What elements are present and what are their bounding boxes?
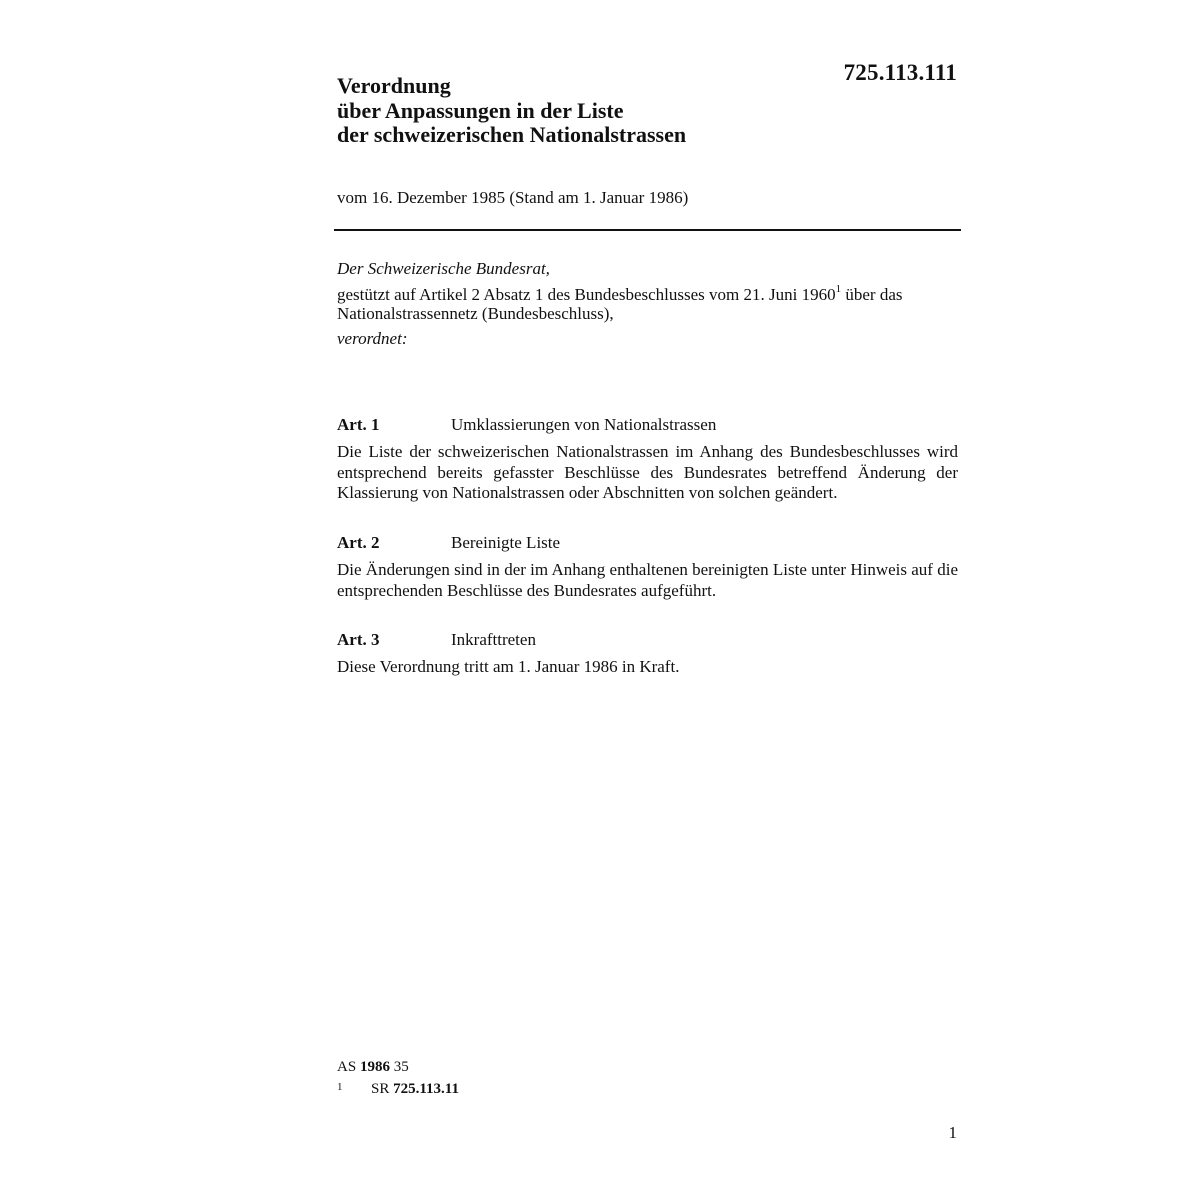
article-3	[337, 629, 958, 678]
article-2	[337, 532, 958, 601]
document-title	[337, 74, 897, 148]
article-number: Art. 2	[337, 533, 380, 552]
article-number: Art. 1	[337, 415, 380, 434]
article-number: Art. 3	[337, 630, 380, 649]
date-status-line: vom 16. Dezember 1985 (Stand am 1. Januar 1986)	[337, 188, 689, 207]
footnote-1	[337, 1077, 459, 1099]
preamble-authority: Der Schweizerische Bundesrat,	[337, 259, 550, 278]
legal-basis-text: gestützt auf Artikel 2 Absatz 1 des Bundesbeschlusses vom 21. Juni 1960	[337, 285, 836, 304]
article-heading	[337, 414, 958, 436]
article-title: Umklassierungen von Nationalstrassen	[451, 415, 717, 434]
preamble-legal-basis	[337, 285, 957, 323]
article-heading	[337, 532, 958, 554]
title-line: Verordnung	[337, 73, 451, 98]
as-page: 35	[393, 1059, 409, 1075]
preamble	[337, 259, 957, 348]
official-collection-reference	[337, 1057, 459, 1077]
footnote-sr-reference[interactable]: 725.113.11	[393, 1081, 459, 1097]
footnote-prefix: SR	[371, 1081, 390, 1097]
article-text: Die Liste der schweizerischen Nationalstrassen im Anhang des Bundesbeschlusses wird entsprechend bereits gefasster Beschlüsse des Bundesrates betreffend Änderung der Klassierung von Nationalstrassen oder Abschnitten von solchen geändert.	[337, 442, 958, 502]
article-text: Die Änderungen sind in der im Anhang enthaltenen bereinigten Liste unter Hinweis auf die entsprechenden Beschlüsse des Bundesrates aufgeführt.	[337, 560, 958, 600]
footnotes	[337, 1057, 459, 1099]
title-line: über Anpassungen in der Liste	[337, 97, 624, 123]
article-1	[337, 414, 958, 504]
sr-number: 725.113.111	[843, 60, 957, 85]
preamble-decree: verordnet:	[337, 329, 408, 348]
page-number: 1	[948, 1123, 957, 1142]
as-year: 1986	[359, 1059, 390, 1075]
header-divider	[334, 229, 961, 231]
footnote-reference[interactable]: 1	[835, 283, 842, 296]
article-text: Diese Verordnung tritt am 1. Januar 1986 in Kraft.	[337, 657, 680, 676]
footnote-mark: 1	[337, 1081, 343, 1093]
title-line: der schweizerischen Nationalstrassen	[337, 122, 687, 147]
article-title: Bereinigte Liste	[451, 533, 561, 552]
article-heading	[337, 629, 958, 651]
article-title: Inkrafttreten	[451, 630, 536, 649]
as-prefix: AS	[337, 1059, 357, 1075]
legal-basis-text-continued: über das Nationalstrassennetz (Bundesbeschluss),	[337, 285, 903, 323]
